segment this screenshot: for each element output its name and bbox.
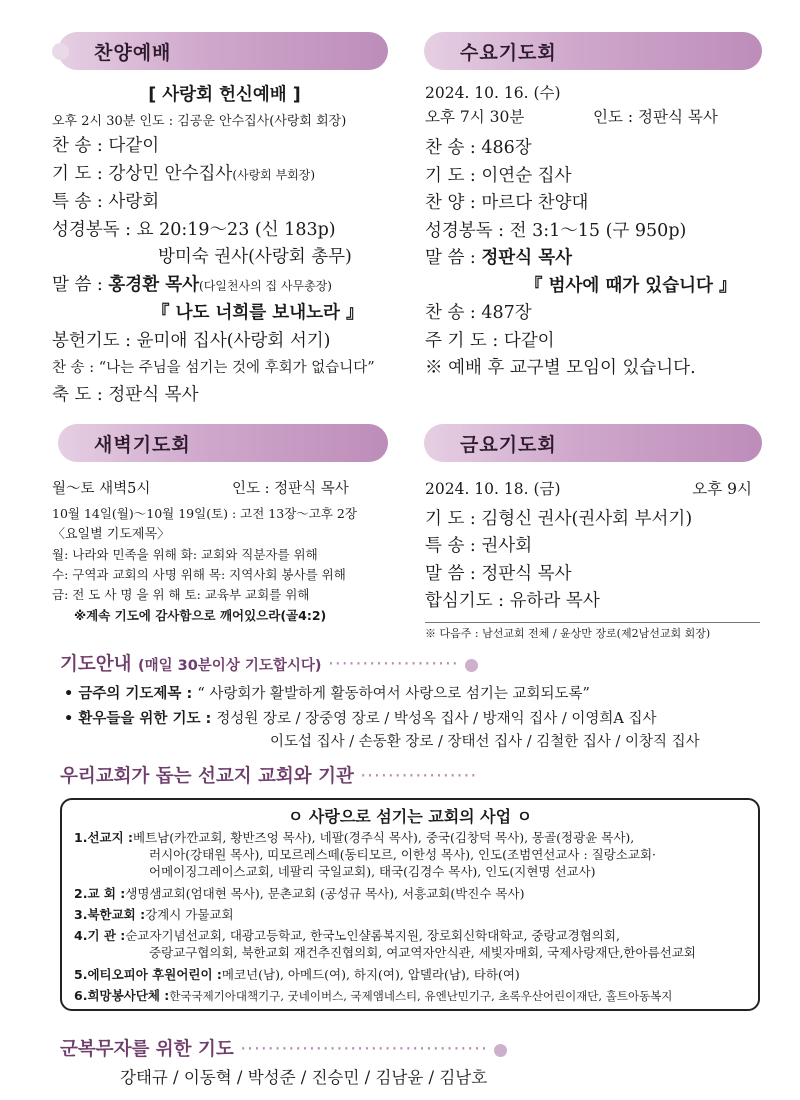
worship-section — [52, 82, 397, 410]
wednesday-row: 찬 양 : 마르다 찬양대 — [425, 193, 589, 213]
friday-date-row: 2024. 10. 18. (금) 오후 9시 — [425, 480, 752, 498]
dawn-verse: ※계속 기도에 감사함으로 깨어있으라(골4:2) — [74, 608, 327, 623]
dawn-topics-title: 〈요일별 기도제목〉 — [52, 527, 171, 542]
wednesday-section — [425, 82, 770, 383]
wednesday-sermon: 말 씀 : 정판식 목사 — [425, 248, 573, 268]
worship-header-title: 찬양예배 — [94, 42, 172, 64]
friday-row: 말 씀 : 정판식 목사 — [425, 563, 572, 584]
dawn-header-title: 새벽기도회 — [94, 434, 191, 456]
mission-heading: 우리교회가 돕는 선교지 교회와 기관 ················· — [60, 762, 477, 788]
wednesday-row: 성경봉독 : 전 3:1～15 (구 950p) — [425, 220, 687, 241]
wednesday-row: 찬 송 : 486장 — [425, 138, 532, 158]
worship-time-line: 오후 2시 30분 인도 : 김공운 안수집사(사랑회 회장) — [52, 113, 347, 129]
dawn-section — [52, 478, 397, 627]
wednesday-time-row: 오후 7시 30분 인도 : 정판식 목사 — [425, 107, 718, 126]
mission-row: 2.교 회 :생명샘교회(엄대현 목사), 문촌교회 (공성규 목사), 서흥교회(박진수 목사) — [74, 886, 525, 901]
prayer-sick-2: 이도섭 집사 / 손동환 장로 / 장태선 집사 / 김철한 집사 / 이창직 집사 — [270, 734, 700, 750]
mission-row: 6.희망봉사단체 :한국국제기아대책기구, 굿네이버스, 국제앰네스티, 유엔난민기구, 초록우산어린이재단, 홀트아동복지 — [74, 988, 673, 1003]
worship-row: 성경봉독 : 요 20:19～23 (신 183p) — [52, 219, 336, 240]
dawn-topic: 수: 구역과 교회의 사명 위해 목: 지역사회 봉사를 위해 — [52, 567, 346, 582]
worship-row: 특 송 : 사랑회 — [52, 192, 160, 212]
worship-service-title: [ 사랑회 헌신예배 ] — [148, 85, 301, 105]
friday-row: 합심기도 : 유하라 목사 — [425, 591, 600, 611]
worship-sermon-title: 『 나도 너희를 보내노라 』 — [152, 303, 364, 323]
mission-row-cont: 중랑교구협의회, 북한교회 재건추진협의회, 여교역자안식관, 세빛자매회, 국제사랑재단,한아름선교회 — [149, 945, 696, 960]
friday-next: ※ 다음주 : 남선교회 전체 / 윤상만 장로(제2남선교회 회장) — [425, 626, 711, 640]
prayer-title: 기도안내 — [60, 654, 132, 675]
prayer-heading: 기도안내 (매일 30분이상 기도합시다) ··················· — [60, 650, 478, 676]
worship-row: 기 도 : 강상민 안수집사(사랑회 부회장) — [52, 163, 316, 184]
mission-row-cont: 어메이징그레이스교회, 네팔리 국일교회), 태국(김경수 목사), 인도(지현명 선교사) — [149, 864, 596, 879]
friday-header-title: 금요기도회 — [460, 434, 557, 456]
wednesday-date: 2024. 10. 16. (수) — [425, 84, 561, 102]
worship-hymn: 찬 송 : “나는 주님을 섬기는 것에 후회가 없습니다” — [52, 360, 375, 376]
worship-header — [58, 32, 388, 70]
worship-row: 찬 송 : 다같이 — [52, 136, 160, 156]
friday-row: 특 송 : 권사회 — [425, 536, 533, 556]
mission-row: 4.기 관 :순교자기념선교회, 대광고등학교, 한국노인샬롬복지원, 장로회신학대학교, 중랑교경협의회, — [74, 928, 620, 943]
worship-offering: 봉헌기도 : 윤미애 집사(사랑회 서기) — [52, 330, 331, 351]
mission-row: 1.선교지 :베트남(카깐교회, 황반즈엉 목사), 네팔(경주식 목사), 중국(김창덕 목사), 몽골(정광윤 목사), — [74, 830, 635, 845]
worship-sermon: 말 씀 : 홍경환 목사(다일천사의 집 사무총장) — [52, 274, 332, 295]
wednesday-row: 찬 송 : 487장 — [425, 303, 532, 323]
mission-title: 우리교회가 돕는 선교지 교회와 기관 — [60, 766, 354, 787]
wednesday-header-title: 수요기도회 — [460, 42, 557, 64]
dawn-topic: 금: 전 도 사 명 을 위 해 토: 교육부 교회를 위해 — [52, 587, 310, 602]
wednesday-sermon-title: 『 범사에 때가 있습니다 』 — [525, 275, 737, 296]
dawn-header — [58, 424, 388, 462]
prayer-topic: • 금주의 기도제목 : “ 사랑회가 활발하게 활동하여서 사랑으로 섬기는 교회되도록” — [64, 686, 590, 702]
wednesday-notice: ※ 예배 후 교구별 모임이 있습니다. — [425, 358, 696, 378]
dawn-schedule: 10월 14일(월)～10월 19일(토) : 고전 13장～고후 2장 — [52, 505, 357, 521]
mission-row: 3.북한교회 :강계시 가물교회 — [74, 907, 234, 922]
mission-box — [60, 798, 760, 1011]
friday-header — [424, 424, 762, 462]
dawn-topic: 월: 나라와 민족을 위해 화: 교회와 직분자를 위해 — [52, 547, 318, 562]
wednesday-row: 기 도 : 이연순 집사 — [425, 165, 572, 186]
mission-box-title: ㅇ 사랑으로 섬기는 교회의 사업 ㅇ — [287, 807, 533, 826]
worship-reader: 방미숙 권사(사랑회 총무) — [158, 247, 352, 267]
dawn-time-row: 월～토 새벽5시 인도 : 정판식 목사 — [52, 481, 349, 497]
military-names: 강태규 / 이동혁 / 박성준 / 진승민 / 김남윤 / 김남호 — [120, 1068, 488, 1087]
wednesday-header — [424, 32, 762, 70]
worship-benediction: 축 도 : 정판식 목사 — [52, 385, 199, 405]
friday-row: 기 도 : 김형신 권사(권사회 부서기) — [425, 508, 693, 529]
wednesday-row: 주 기 도 : 다같이 — [425, 330, 555, 351]
prayer-subtitle: (매일 30분이상 기도합시다) — [137, 658, 322, 674]
friday-section — [425, 478, 770, 645]
mission-row-cont: 러시아(강태원 목사), 띠모르레스떼(동티모르, 이한성 목사), 인도(조범연선교사 : 질랑소교회· — [149, 847, 657, 862]
military-heading: 군복무자를 위한 기도 ···································· — [60, 1035, 507, 1061]
prayer-sick: • 환우들을 위한 기도 : 정성원 장로 / 장중영 장로 / 박성옥 집사 / 방재익 집사 / 이영희A 집사 — [64, 711, 657, 727]
mission-row: 5.에티오피아 후원어린이 :메코넌(남), 아메드(여), 하지(여), 압델라(남), 타하(여) — [74, 967, 520, 982]
military-title: 군복무자를 위한 기도 — [60, 1039, 234, 1060]
